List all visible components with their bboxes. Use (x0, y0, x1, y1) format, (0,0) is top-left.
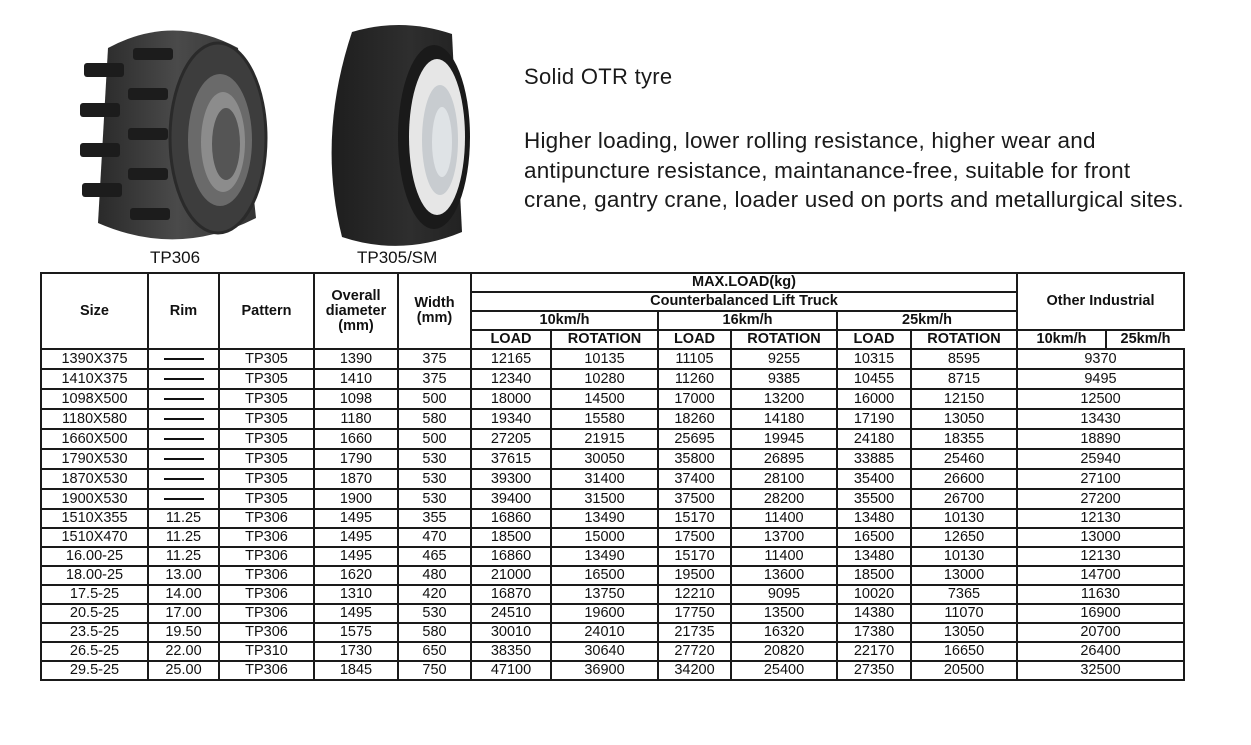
cell-rim: 11.25 (148, 509, 219, 528)
dash-placeholder (164, 478, 204, 480)
cell-rim (148, 429, 219, 449)
cell-r25: 18355 (911, 429, 1017, 449)
dash-placeholder (164, 358, 204, 360)
cell-l25: 35400 (837, 469, 911, 489)
cell-r16: 13500 (731, 604, 837, 623)
cell-size: 20.5-25 (41, 604, 148, 623)
cell-pattern: TP306 (219, 528, 314, 547)
cell-r10: 31500 (551, 489, 658, 509)
cell-diameter: 1660 (314, 429, 398, 449)
table-row (41, 389, 1184, 409)
cell-r10: 31400 (551, 469, 658, 489)
cell-l10: 16870 (471, 585, 551, 604)
cell-size: 1790X530 (41, 449, 148, 469)
cell-r25: 13000 (911, 566, 1017, 585)
cell-diameter: 1845 (314, 661, 398, 680)
cell-l25: 16000 (837, 389, 911, 409)
cell-width: 750 (398, 661, 471, 680)
cell-width: 580 (398, 623, 471, 642)
cell-r25: 7365 (911, 585, 1017, 604)
cell-l16: 11105 (658, 349, 731, 369)
cell-other-industrial: 11630 (1017, 585, 1184, 604)
cell-r16: 13600 (731, 566, 837, 585)
cell-l10: 16860 (471, 547, 551, 566)
cell-r25: 13050 (911, 409, 1017, 429)
cell-l10: 19340 (471, 409, 551, 429)
cell-diameter: 1310 (314, 585, 398, 604)
cell-r16: 20820 (731, 642, 837, 661)
cell-rim (148, 449, 219, 469)
cell-other-industrial: 13430 (1017, 409, 1184, 429)
cell-size: 1510X470 (41, 528, 148, 547)
header-load-16: LOAD (658, 330, 731, 349)
cell-r16: 16320 (731, 623, 837, 642)
cell-l25: 10455 (837, 369, 911, 389)
cell-width: 375 (398, 349, 471, 369)
cell-width: 420 (398, 585, 471, 604)
header-other-25: 25km/h (1106, 330, 1184, 349)
header-pattern: Pattern (219, 273, 314, 349)
cell-r25: 8715 (911, 369, 1017, 389)
cell-pattern: TP310 (219, 642, 314, 661)
tp305sm-caption: TP305/SM (357, 248, 438, 267)
cell-l10: 12165 (471, 349, 551, 369)
cell-rim (148, 409, 219, 429)
table-row (41, 585, 1184, 604)
cell-r10: 36900 (551, 661, 658, 680)
cell-width: 650 (398, 642, 471, 661)
cell-pattern: TP305 (219, 449, 314, 469)
cell-rim: 11.25 (148, 528, 219, 547)
cell-other-industrial: 12130 (1017, 509, 1184, 528)
header-speed-25: 25km/h (837, 311, 1017, 330)
header-rotation-10: ROTATION (551, 330, 658, 349)
dash-placeholder (164, 378, 204, 380)
table-row (41, 409, 1184, 429)
cell-l25: 17380 (837, 623, 911, 642)
header-other-10: 10km/h (1017, 330, 1106, 349)
product-description: Higher loading, lower rolling resistance, higher wear and antipuncture resistance, maintanance-free, suitable for front crane, gantry crane, loader used on ports and metallurgical sites. (524, 128, 1184, 212)
cell-size: 1410X375 (41, 369, 148, 389)
cell-l10: 12340 (471, 369, 551, 389)
cell-r10: 13750 (551, 585, 658, 604)
cell-r25: 13050 (911, 623, 1017, 642)
tp305sm-tyre-image (322, 22, 472, 250)
cell-l16: 25695 (658, 429, 731, 449)
cell-l16: 17750 (658, 604, 731, 623)
cell-r10: 16500 (551, 566, 658, 585)
table-row (41, 604, 1184, 623)
header-speed-16: 16km/h (658, 311, 837, 330)
cell-width: 470 (398, 528, 471, 547)
cell-l16: 15170 (658, 547, 731, 566)
cell-l16: 37500 (658, 489, 731, 509)
table-row (41, 623, 1184, 642)
cell-width: 480 (398, 566, 471, 585)
cell-r10: 13490 (551, 509, 658, 528)
cell-other-industrial: 13000 (1017, 528, 1184, 547)
tp306-tyre-image (78, 18, 268, 248)
cell-pattern: TP306 (219, 604, 314, 623)
cell-size: 1180X580 (41, 409, 148, 429)
cell-l10: 39300 (471, 469, 551, 489)
cell-r10: 15580 (551, 409, 658, 429)
table-row (41, 489, 1184, 509)
cell-l10: 38350 (471, 642, 551, 661)
cell-r16: 28200 (731, 489, 837, 509)
cell-diameter: 1790 (314, 449, 398, 469)
cell-rim (148, 489, 219, 509)
cell-r10: 10135 (551, 349, 658, 369)
cell-other-industrial: 12500 (1017, 389, 1184, 409)
table-row (41, 661, 1184, 680)
cell-width: 465 (398, 547, 471, 566)
cell-size: 17.5-25 (41, 585, 148, 604)
cell-r16: 25400 (731, 661, 837, 680)
cell-rim: 13.00 (148, 566, 219, 585)
header-rotation-25: ROTATION (911, 330, 1017, 349)
dash-placeholder (164, 418, 204, 420)
dash-placeholder (164, 458, 204, 460)
cell-size: 1390X375 (41, 349, 148, 369)
cell-diameter: 1620 (314, 566, 398, 585)
cell-diameter: 1410 (314, 369, 398, 389)
cell-diameter: 1495 (314, 509, 398, 528)
table-row (41, 566, 1184, 585)
cell-other-industrial: 32500 (1017, 661, 1184, 680)
cell-rim: 14.00 (148, 585, 219, 604)
cell-l25: 14380 (837, 604, 911, 623)
cell-width: 530 (398, 449, 471, 469)
cell-other-industrial: 18890 (1017, 429, 1184, 449)
cell-diameter: 1390 (314, 349, 398, 369)
cell-pattern: TP306 (219, 585, 314, 604)
cell-l16: 11260 (658, 369, 731, 389)
cell-other-industrial: 9495 (1017, 369, 1184, 389)
cell-diameter: 1495 (314, 528, 398, 547)
header-max-load: MAX.LOAD(kg) (471, 273, 1017, 292)
cell-rim: 19.50 (148, 623, 219, 642)
cell-pattern: TP305 (219, 369, 314, 389)
cell-pattern: TP305 (219, 469, 314, 489)
cell-diameter: 1180 (314, 409, 398, 429)
cell-other-industrial: 27200 (1017, 489, 1184, 509)
cell-pattern: TP306 (219, 661, 314, 680)
cell-diameter: 1495 (314, 604, 398, 623)
header-rim: Rim (148, 273, 219, 349)
cell-l25: 35500 (837, 489, 911, 509)
table-row (41, 547, 1184, 566)
header-overall-diameter: Overall diameter (mm) (314, 273, 398, 349)
table-row (41, 509, 1184, 528)
table-row (41, 429, 1184, 449)
cell-size: 1660X500 (41, 429, 148, 449)
cell-l16: 37400 (658, 469, 731, 489)
cell-l10: 30010 (471, 623, 551, 642)
cell-r10: 30640 (551, 642, 658, 661)
cell-l16: 17000 (658, 389, 731, 409)
cell-l25: 33885 (837, 449, 911, 469)
cell-width: 530 (398, 469, 471, 489)
cell-l10: 18000 (471, 389, 551, 409)
cell-l25: 16500 (837, 528, 911, 547)
cell-rim (148, 389, 219, 409)
cell-l25: 27350 (837, 661, 911, 680)
cell-other-industrial: 25940 (1017, 449, 1184, 469)
cell-rim (148, 469, 219, 489)
cell-r25: 12650 (911, 528, 1017, 547)
cell-l10: 18500 (471, 528, 551, 547)
dash-placeholder (164, 498, 204, 500)
cell-r10: 10280 (551, 369, 658, 389)
product-heading: Solid OTR tyre (524, 64, 673, 89)
cell-diameter: 1495 (314, 547, 398, 566)
cell-pattern: TP305 (219, 409, 314, 429)
cell-r16: 13700 (731, 528, 837, 547)
cell-other-industrial: 20700 (1017, 623, 1184, 642)
cell-l16: 15170 (658, 509, 731, 528)
cell-l16: 27720 (658, 642, 731, 661)
cell-diameter: 1900 (314, 489, 398, 509)
cell-r25: 10130 (911, 547, 1017, 566)
table-row (41, 469, 1184, 489)
cell-other-industrial: 9370 (1017, 349, 1184, 369)
cell-width: 530 (398, 604, 471, 623)
cell-pattern: TP306 (219, 547, 314, 566)
cell-r16: 9255 (731, 349, 837, 369)
cell-r10: 30050 (551, 449, 658, 469)
cell-l25: 10315 (837, 349, 911, 369)
table-row (41, 642, 1184, 661)
cell-rim (148, 349, 219, 369)
header-counterbalanced-lift-truck: Counterbalanced Lift Truck (471, 292, 1017, 311)
header-load-25: LOAD (837, 330, 911, 349)
cell-width: 530 (398, 489, 471, 509)
cell-diameter: 1870 (314, 469, 398, 489)
cell-other-industrial: 12130 (1017, 547, 1184, 566)
header-width: Width (mm) (398, 273, 471, 349)
cell-r25: 20500 (911, 661, 1017, 680)
cell-width: 580 (398, 409, 471, 429)
cell-l25: 13480 (837, 547, 911, 566)
cell-other-industrial: 14700 (1017, 566, 1184, 585)
cell-r25: 10130 (911, 509, 1017, 528)
cell-l16: 18260 (658, 409, 731, 429)
cell-rim: 11.25 (148, 547, 219, 566)
table-row (41, 349, 1184, 369)
cell-l10: 47100 (471, 661, 551, 680)
cell-size: 1510X355 (41, 509, 148, 528)
cell-size: 26.5-25 (41, 642, 148, 661)
cell-l25: 13480 (837, 509, 911, 528)
cell-width: 375 (398, 369, 471, 389)
cell-r25: 26600 (911, 469, 1017, 489)
cell-rim (148, 369, 219, 389)
cell-r16: 19945 (731, 429, 837, 449)
cell-pattern: TP306 (219, 623, 314, 642)
cell-l10: 24510 (471, 604, 551, 623)
cell-size: 1900X530 (41, 489, 148, 509)
cell-diameter: 1098 (314, 389, 398, 409)
cell-r16: 9385 (731, 369, 837, 389)
header-size: Size (41, 273, 148, 349)
cell-r10: 24010 (551, 623, 658, 642)
header-speed-10: 10km/h (471, 311, 658, 330)
table-row (41, 369, 1184, 389)
cell-r10: 13490 (551, 547, 658, 566)
dash-placeholder (164, 438, 204, 440)
cell-size: 29.5-25 (41, 661, 148, 680)
cell-l16: 19500 (658, 566, 731, 585)
specification-table (40, 272, 1185, 681)
cell-size: 1098X500 (41, 389, 148, 409)
cell-l10: 37615 (471, 449, 551, 469)
cell-r16: 9095 (731, 585, 837, 604)
cell-pattern: TP306 (219, 509, 314, 528)
cell-r16: 13200 (731, 389, 837, 409)
cell-r10: 14500 (551, 389, 658, 409)
table-row (41, 449, 1184, 469)
cell-width: 500 (398, 389, 471, 409)
cell-rim: 25.00 (148, 661, 219, 680)
dash-placeholder (164, 398, 204, 400)
cell-diameter: 1575 (314, 623, 398, 642)
cell-other-industrial: 16900 (1017, 604, 1184, 623)
cell-pattern: TP305 (219, 349, 314, 369)
table-row (41, 528, 1184, 547)
cell-l16: 17500 (658, 528, 731, 547)
cell-size: 16.00-25 (41, 547, 148, 566)
cell-pattern: TP305 (219, 389, 314, 409)
table-body (41, 349, 1184, 680)
cell-rim: 17.00 (148, 604, 219, 623)
cell-r25: 11070 (911, 604, 1017, 623)
cell-other-industrial: 26400 (1017, 642, 1184, 661)
cell-r10: 19600 (551, 604, 658, 623)
tp306-caption: TP306 (150, 248, 201, 267)
cell-l10: 27205 (471, 429, 551, 449)
cell-l25: 18500 (837, 566, 911, 585)
cell-pattern: TP305 (219, 489, 314, 509)
cell-width: 355 (398, 509, 471, 528)
cell-other-industrial: 27100 (1017, 469, 1184, 489)
cell-pattern: TP306 (219, 566, 314, 585)
cell-r16: 28100 (731, 469, 837, 489)
cell-l25: 10020 (837, 585, 911, 604)
header-rotation-16: ROTATION (731, 330, 837, 349)
cell-r25: 26700 (911, 489, 1017, 509)
cell-l25: 22170 (837, 642, 911, 661)
cell-size: 1870X530 (41, 469, 148, 489)
cell-l16: 12210 (658, 585, 731, 604)
cell-r16: 26895 (731, 449, 837, 469)
header-load-10: LOAD (471, 330, 551, 349)
cell-r16: 11400 (731, 509, 837, 528)
cell-r10: 21915 (551, 429, 658, 449)
cell-width: 500 (398, 429, 471, 449)
cell-diameter: 1730 (314, 642, 398, 661)
cell-l10: 16860 (471, 509, 551, 528)
cell-l16: 35800 (658, 449, 731, 469)
cell-r16: 11400 (731, 547, 837, 566)
cell-l10: 21000 (471, 566, 551, 585)
cell-r16: 14180 (731, 409, 837, 429)
cell-l25: 17190 (837, 409, 911, 429)
cell-l10: 39400 (471, 489, 551, 509)
cell-pattern: TP305 (219, 429, 314, 449)
cell-r10: 15000 (551, 528, 658, 547)
cell-l16: 34200 (658, 661, 731, 680)
header-other-industrial: Other Industrial (1017, 273, 1184, 330)
cell-size: 23.5-25 (41, 623, 148, 642)
cell-r25: 8595 (911, 349, 1017, 369)
cell-r25: 16650 (911, 642, 1017, 661)
cell-size: 18.00-25 (41, 566, 148, 585)
cell-l25: 24180 (837, 429, 911, 449)
cell-r25: 25460 (911, 449, 1017, 469)
cell-l16: 21735 (658, 623, 731, 642)
cell-rim: 22.00 (148, 642, 219, 661)
cell-r25: 12150 (911, 389, 1017, 409)
